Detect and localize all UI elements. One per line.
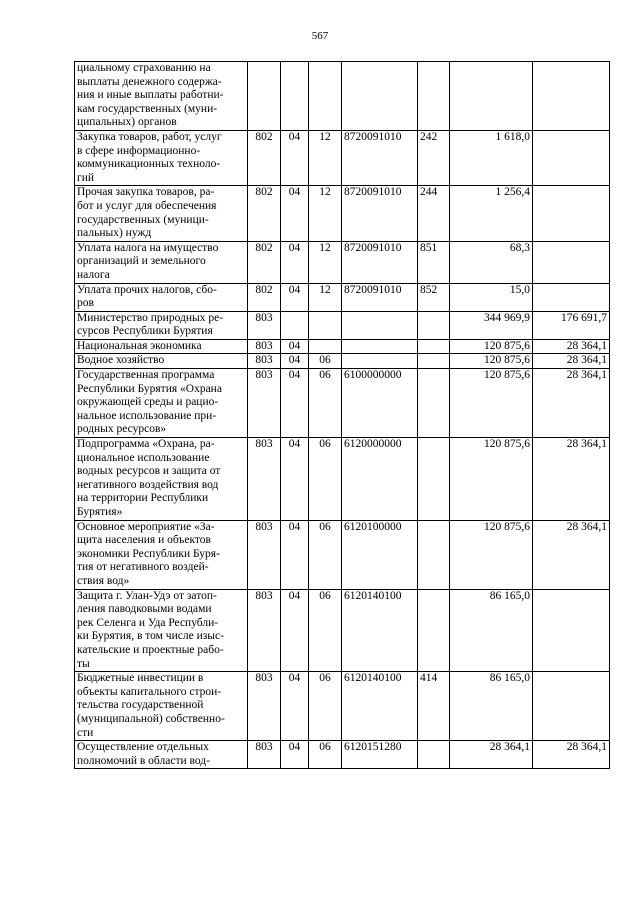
subsection-code-cell bbox=[309, 520, 342, 589]
amount-total: 28 364,1 bbox=[489, 741, 530, 754]
subsection-code: 06 bbox=[319, 672, 331, 685]
grbs-code: 803 bbox=[255, 311, 273, 324]
item-name-cell bbox=[75, 741, 248, 769]
section-code: 04 bbox=[288, 672, 301, 685]
target-article-code-cell bbox=[342, 130, 418, 185]
amount-total-cell bbox=[450, 62, 533, 131]
grbs-code-cell bbox=[248, 438, 281, 521]
amount-second: 28 364,1 bbox=[566, 520, 607, 533]
amount-second-cell bbox=[533, 741, 610, 769]
grbs-code-cell bbox=[248, 186, 281, 241]
grbs-code: 803 bbox=[255, 672, 273, 685]
section-code-cell bbox=[281, 283, 309, 311]
table-row bbox=[75, 130, 610, 185]
section-code: 04 bbox=[288, 354, 301, 367]
item-name-cell bbox=[75, 241, 248, 283]
target-article-code: 8720091010 bbox=[344, 130, 402, 143]
amount-total-cell bbox=[450, 283, 533, 311]
subsection-code-cell bbox=[309, 438, 342, 521]
item-name-cell bbox=[75, 438, 248, 521]
target-article-code-cell bbox=[342, 186, 418, 241]
item-name-cell bbox=[75, 354, 248, 369]
amount-total: 120 875,6 bbox=[484, 354, 530, 367]
target-article-code-cell bbox=[342, 283, 418, 311]
item-name: Бюджетные инвестиции в объекты капитального строи- тельства государственной (муниципальной) собственно- сти bbox=[77, 672, 225, 739]
section-code: 04 bbox=[288, 520, 301, 533]
table-row bbox=[75, 520, 610, 589]
item-name: Осуществление отдельных полномочий в области вод- bbox=[77, 741, 210, 767]
grbs-code-cell bbox=[248, 311, 281, 339]
item-name: Министерство природных ре- сурсов Республики Бурятия bbox=[77, 311, 224, 338]
section-code: 04 bbox=[288, 186, 301, 199]
amount-second-cell bbox=[533, 283, 610, 311]
expense-type-code-cell bbox=[418, 369, 450, 438]
table-row bbox=[75, 438, 610, 521]
subsection-code: 06 bbox=[319, 369, 331, 382]
grbs-code: 802 bbox=[255, 186, 273, 199]
expense-type-code-cell bbox=[418, 520, 450, 589]
grbs-code-cell bbox=[248, 589, 281, 672]
amount-second: 28 364,1 bbox=[566, 438, 607, 451]
target-article-code: 8720091010 bbox=[344, 186, 402, 199]
item-name: Уплата прочих налогов, сбо- ров bbox=[77, 283, 217, 310]
section-code-cell bbox=[281, 672, 309, 741]
amount-second-cell bbox=[533, 369, 610, 438]
grbs-code-cell bbox=[248, 339, 281, 354]
section-code-cell bbox=[281, 741, 309, 769]
amount-total: 120 875,6 bbox=[484, 520, 530, 533]
section-code-cell bbox=[281, 186, 309, 241]
grbs-code-cell bbox=[248, 741, 281, 769]
section-code: 04 bbox=[288, 741, 301, 754]
amount-second: 28 364,1 bbox=[566, 354, 607, 367]
item-name-cell bbox=[75, 283, 248, 311]
subsection-code-cell bbox=[309, 186, 342, 241]
item-name-cell bbox=[75, 339, 248, 354]
grbs-code-cell bbox=[248, 369, 281, 438]
table-row bbox=[75, 311, 610, 339]
item-name-cell bbox=[75, 589, 248, 672]
section-code-cell bbox=[281, 354, 309, 369]
subsection-code-cell bbox=[309, 741, 342, 769]
amount-second-cell bbox=[533, 186, 610, 241]
item-name: Национальная экономика bbox=[77, 339, 202, 352]
section-code: 04 bbox=[288, 130, 301, 143]
subsection-code: 12 bbox=[319, 283, 331, 296]
budget-table-body bbox=[75, 62, 610, 769]
section-code-cell bbox=[281, 369, 309, 438]
grbs-code: 802 bbox=[255, 130, 273, 143]
target-article-code-cell bbox=[342, 672, 418, 741]
grbs-code: 802 bbox=[255, 241, 273, 254]
amount-second-cell bbox=[533, 339, 610, 354]
amount-total: 120 875,6 bbox=[484, 369, 530, 382]
item-name: Прочая закупка товаров, ра- бот и услуг для обеспечения государственных (муници- пальных) нужд bbox=[77, 186, 217, 240]
amount-total-cell bbox=[450, 369, 533, 438]
item-name: Водное хозяйство bbox=[77, 354, 165, 367]
target-article-code-cell bbox=[342, 438, 418, 521]
budget-table bbox=[74, 61, 610, 769]
target-article-code-cell bbox=[342, 311, 418, 339]
item-name-cell bbox=[75, 311, 248, 339]
amount-total-cell bbox=[450, 186, 533, 241]
amount-second-cell bbox=[533, 311, 610, 339]
subsection-code: 12 bbox=[319, 241, 331, 254]
item-name: Закупка товаров, работ, услуг в сфере информационно- коммуникационных техноло- гий bbox=[77, 130, 222, 184]
amount-total: 1 618,0 bbox=[495, 130, 530, 143]
section-code: 04 bbox=[288, 241, 301, 254]
target-article-code: 6120151280 bbox=[344, 741, 402, 754]
section-code-cell bbox=[281, 589, 309, 672]
amount-total: 86 165,0 bbox=[489, 589, 530, 602]
expense-type-code-cell bbox=[418, 672, 450, 741]
expense-type-code: 414 bbox=[420, 672, 438, 685]
section-code-cell bbox=[281, 339, 309, 354]
item-name: циальному страхованию на выплаты денежного содержа- ния и иные выплаты работни- кам государственных (муни- ципальных) органов bbox=[77, 62, 224, 129]
subsection-code-cell bbox=[309, 62, 342, 131]
subsection-code-cell bbox=[309, 241, 342, 283]
amount-second: 28 364,1 bbox=[566, 339, 607, 352]
target-article-code-cell bbox=[342, 369, 418, 438]
amount-second-cell bbox=[533, 520, 610, 589]
target-article-code: 6100000000 bbox=[344, 369, 402, 382]
table-row bbox=[75, 339, 610, 354]
target-article-code: 8720091010 bbox=[344, 283, 402, 296]
amount-total-cell bbox=[450, 589, 533, 672]
subsection-code-cell bbox=[309, 130, 342, 185]
section-code: 04 bbox=[288, 339, 301, 352]
section-code-cell bbox=[281, 62, 309, 131]
item-name: Основное мероприятие «За- щита населения и объектов экономики Республики Буря- тия от негативного воздей- ствия вод» bbox=[77, 520, 220, 587]
subsection-code: 06 bbox=[319, 520, 331, 533]
target-article-code-cell bbox=[342, 241, 418, 283]
grbs-code-cell bbox=[248, 354, 281, 369]
expense-type-code-cell bbox=[418, 311, 450, 339]
grbs-code-cell bbox=[248, 520, 281, 589]
expense-type-code: 244 bbox=[420, 186, 438, 199]
subsection-code-cell bbox=[309, 283, 342, 311]
amount-second-cell bbox=[533, 672, 610, 741]
subsection-code-cell bbox=[309, 339, 342, 354]
page-number: 567 bbox=[311, 30, 329, 42]
expense-type-code-cell bbox=[418, 339, 450, 354]
amount-second-cell bbox=[533, 438, 610, 521]
item-name: Уплата налога на имущество организаций и земельного налога bbox=[77, 241, 219, 281]
item-name-cell bbox=[75, 369, 248, 438]
expense-type-code-cell bbox=[418, 438, 450, 521]
section-code-cell bbox=[281, 520, 309, 589]
grbs-code: 803 bbox=[255, 589, 273, 602]
expense-type-code-cell bbox=[418, 589, 450, 672]
amount-second: 28 364,1 bbox=[566, 741, 607, 754]
section-code-cell bbox=[281, 130, 309, 185]
item-name: Защита г. Улан-Удэ от затоп- ления паводковыми водами рек Селенга и Уда Республи- ки Бурятия, в том числе изыс- кательские и проектные рабо- ты bbox=[77, 589, 224, 670]
target-article-code: 8720091010 bbox=[344, 241, 402, 254]
expense-type-code-cell bbox=[418, 741, 450, 769]
section-code: 04 bbox=[288, 283, 301, 296]
amount-second-cell bbox=[533, 62, 610, 131]
item-name-cell bbox=[75, 130, 248, 185]
amount-total: 120 875,6 bbox=[484, 339, 530, 352]
grbs-code-cell bbox=[248, 283, 281, 311]
subsection-code: 06 bbox=[319, 354, 331, 367]
amount-second-cell bbox=[533, 130, 610, 185]
item-name-cell bbox=[75, 520, 248, 589]
grbs-code: 803 bbox=[255, 741, 273, 754]
amount-total: 120 875,6 bbox=[484, 438, 530, 451]
subsection-code-cell bbox=[309, 369, 342, 438]
target-article-code-cell bbox=[342, 354, 418, 369]
subsection-code: 12 bbox=[319, 130, 331, 143]
section-code-cell bbox=[281, 241, 309, 283]
expense-type-code: 851 bbox=[420, 241, 438, 254]
table-row bbox=[75, 354, 610, 369]
grbs-code: 803 bbox=[255, 339, 273, 352]
amount-total: 86 165,0 bbox=[489, 672, 530, 685]
table-row bbox=[75, 241, 610, 283]
subsection-code: 06 bbox=[319, 741, 331, 754]
amount-second-cell bbox=[533, 589, 610, 672]
amount-total: 15,0 bbox=[509, 283, 530, 296]
subsection-code: 12 bbox=[319, 186, 331, 199]
item-name-cell bbox=[75, 62, 248, 131]
item-name: Государственная программа Республики Бурятия «Охрана окружающей среды и рацио- нальное использование при- родных ресурсов» bbox=[77, 369, 222, 436]
expense-type-code-cell bbox=[418, 186, 450, 241]
target-article-code-cell bbox=[342, 62, 418, 131]
grbs-code-cell bbox=[248, 130, 281, 185]
section-code: 04 bbox=[288, 589, 301, 602]
expense-type-code-cell bbox=[418, 241, 450, 283]
amount-total-cell bbox=[450, 311, 533, 339]
target-article-code-cell bbox=[342, 589, 418, 672]
expense-type-code-cell bbox=[418, 62, 450, 131]
grbs-code: 803 bbox=[255, 369, 273, 382]
expense-type-code: 852 bbox=[420, 283, 438, 296]
target-article-code: 6120000000 bbox=[344, 438, 402, 451]
table-row bbox=[75, 62, 610, 131]
amount-total-cell bbox=[450, 520, 533, 589]
target-article-code: 6120140100 bbox=[344, 672, 402, 685]
grbs-code-cell bbox=[248, 62, 281, 131]
grbs-code-cell bbox=[248, 672, 281, 741]
table-row bbox=[75, 589, 610, 672]
section-code-cell bbox=[281, 438, 309, 521]
amount-total-cell bbox=[450, 354, 533, 369]
subsection-code: 06 bbox=[319, 438, 331, 451]
amount-total-cell bbox=[450, 741, 533, 769]
grbs-code: 803 bbox=[255, 354, 273, 367]
item-name-cell bbox=[75, 672, 248, 741]
amount-second: 176 691,7 bbox=[561, 311, 607, 324]
section-code: 04 bbox=[288, 438, 301, 451]
subsection-code-cell bbox=[309, 311, 342, 339]
item-name: Подпрограмма «Охрана, ра- циональное использование водных ресурсов и защита от негативного воздействия вод на территории Республики Бурятия» bbox=[77, 438, 221, 518]
amount-second-cell bbox=[533, 241, 610, 283]
grbs-code: 803 bbox=[255, 438, 273, 451]
subsection-code-cell bbox=[309, 354, 342, 369]
subsection-code-cell bbox=[309, 672, 342, 741]
target-article-code-cell bbox=[342, 741, 418, 769]
target-article-code: 6120140100 bbox=[344, 589, 402, 602]
expense-type-code-cell bbox=[418, 283, 450, 311]
amount-total-cell bbox=[450, 438, 533, 521]
amount-total-cell bbox=[450, 130, 533, 185]
section-code: 04 bbox=[288, 369, 301, 382]
grbs-code: 802 bbox=[255, 283, 273, 296]
target-article-code-cell bbox=[342, 520, 418, 589]
expense-type-code-cell bbox=[418, 354, 450, 369]
amount-second-cell bbox=[533, 354, 610, 369]
target-article-code: 6120100000 bbox=[344, 520, 402, 533]
expense-type-code-cell bbox=[418, 130, 450, 185]
amount-total: 344 969,9 bbox=[484, 311, 530, 324]
table-row bbox=[75, 369, 610, 438]
amount-total-cell bbox=[450, 672, 533, 741]
grbs-code: 803 bbox=[255, 520, 273, 533]
table-row bbox=[75, 283, 610, 311]
grbs-code-cell bbox=[248, 241, 281, 283]
table-row bbox=[75, 672, 610, 741]
amount-second: 28 364,1 bbox=[566, 369, 607, 382]
item-name-cell bbox=[75, 186, 248, 241]
section-code-cell bbox=[281, 311, 309, 339]
amount-total: 1 256,4 bbox=[495, 186, 530, 199]
amount-total-cell bbox=[450, 241, 533, 283]
amount-total: 68,3 bbox=[509, 241, 530, 254]
target-article-code-cell bbox=[342, 339, 418, 354]
table-row bbox=[75, 741, 610, 769]
amount-total-cell bbox=[450, 339, 533, 354]
table-row bbox=[75, 186, 610, 241]
subsection-code-cell bbox=[309, 589, 342, 672]
subsection-code: 06 bbox=[319, 589, 331, 602]
expense-type-code: 242 bbox=[420, 130, 438, 143]
